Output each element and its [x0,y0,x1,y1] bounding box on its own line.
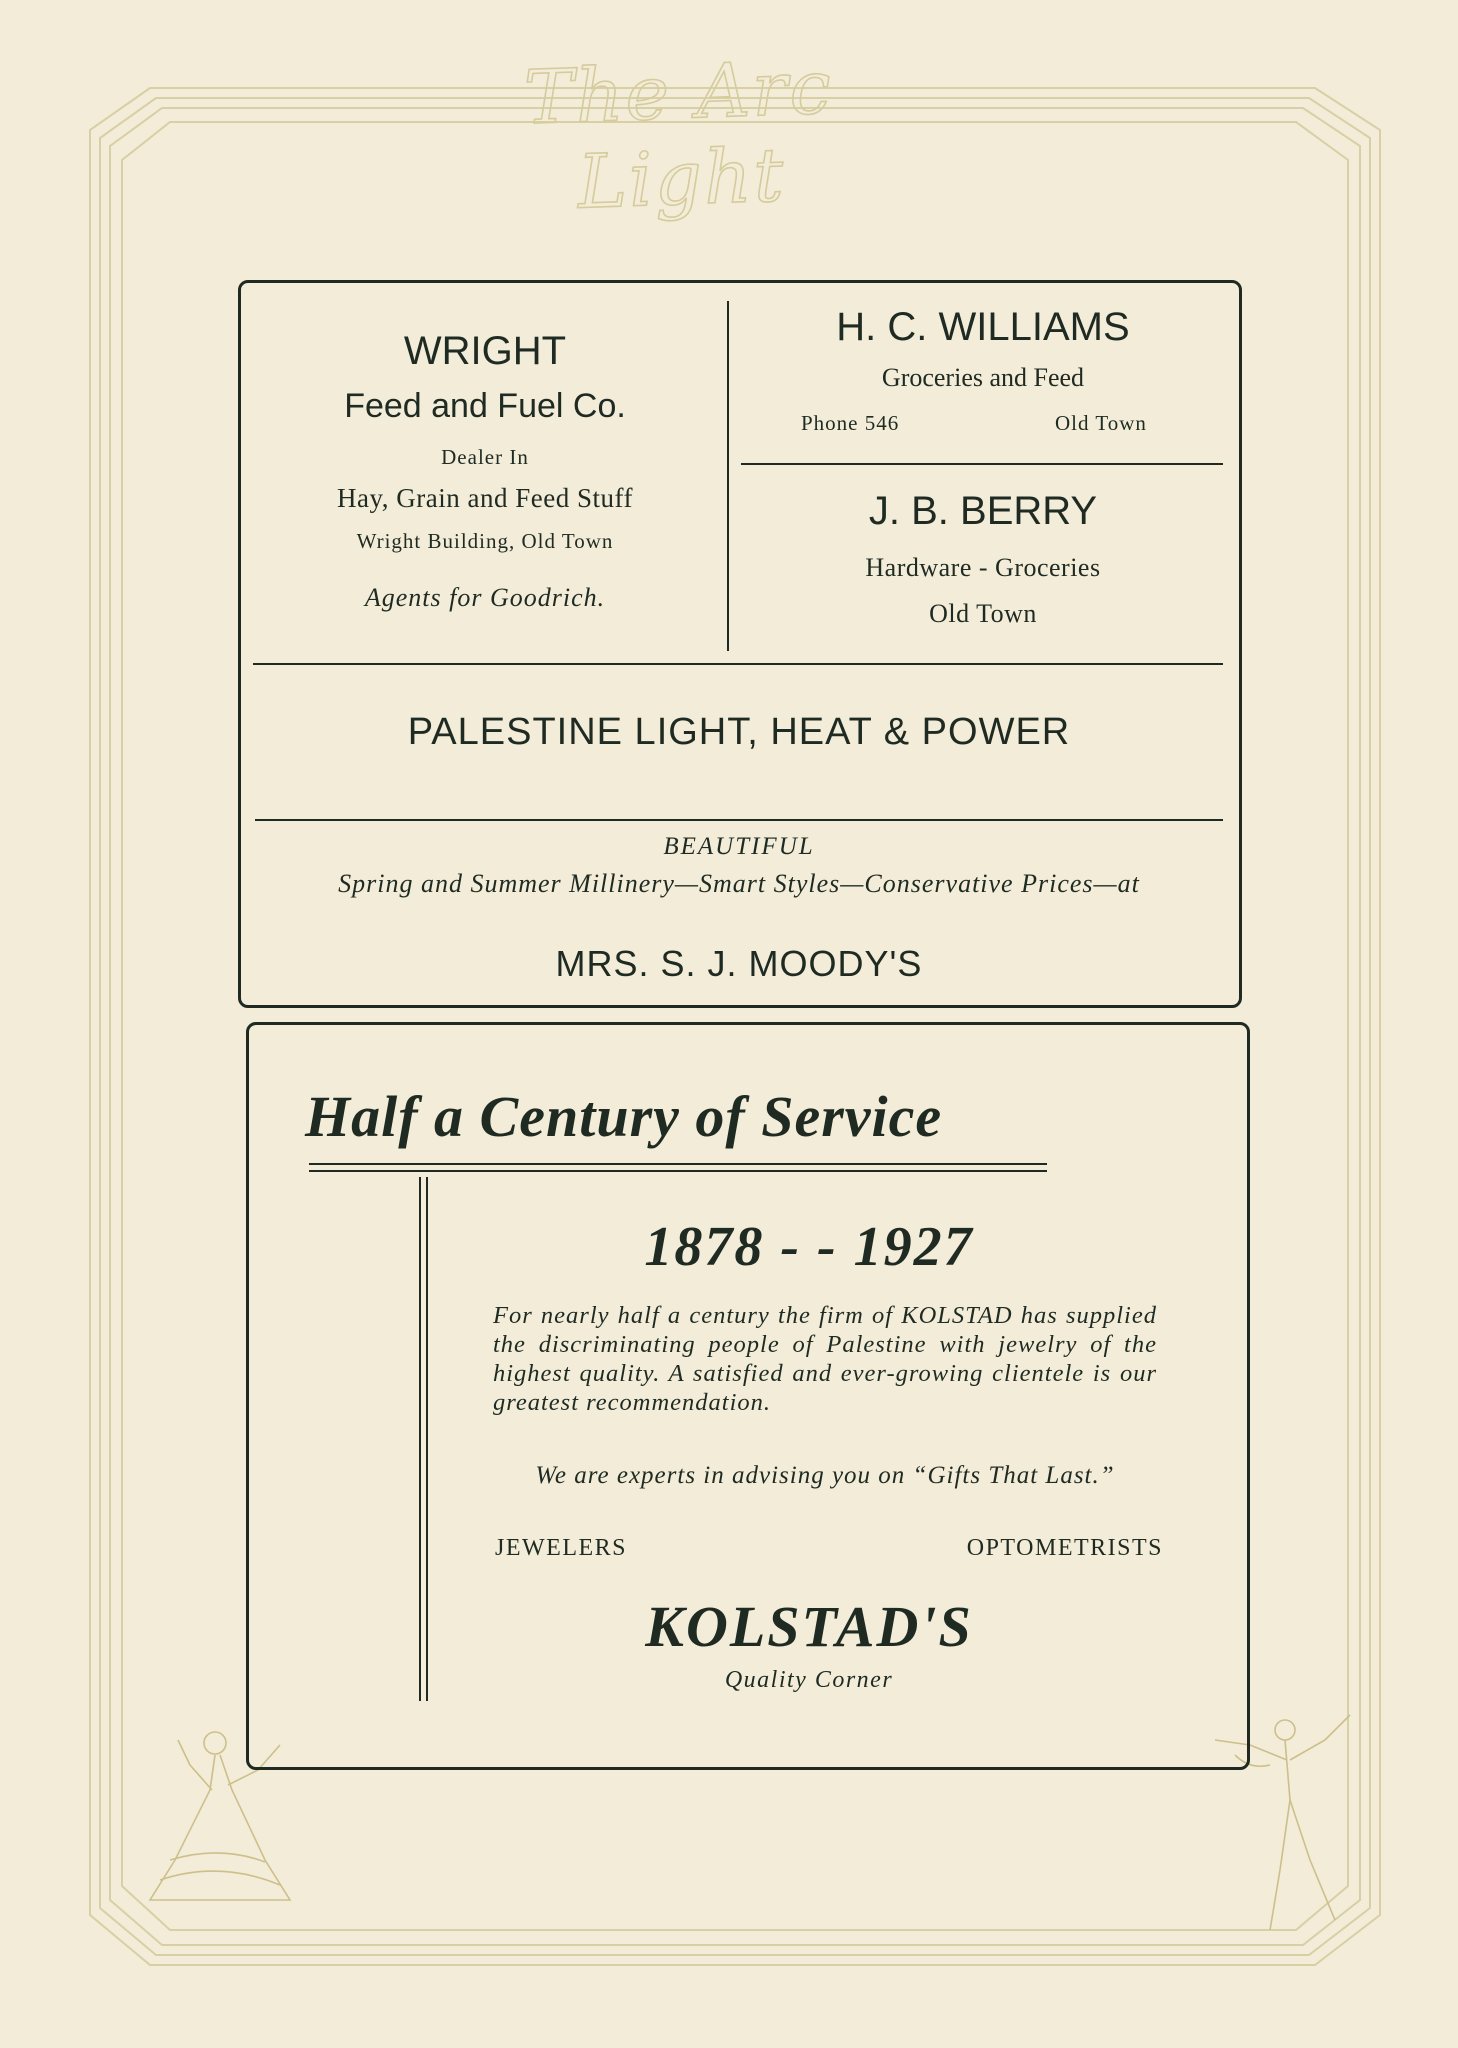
advertisement-box-kolstad [246,1022,1250,1770]
kolstad-years: 1878 - - 1927 [644,1216,974,1278]
williams-town: Old Town [1055,411,1147,435]
moody-name: MRS. S. J. MOODY'S [555,943,923,984]
kolstad-experts: We are experts in advising you on “Gifts That Last.” [535,1462,1115,1489]
wright-goods-line: Hay, Grain and Feed Stuff [337,483,633,513]
kolstad-name: KOLSTAD'S [645,1594,973,1659]
wright-subtitle: Feed and Fuel Co. [344,387,626,425]
wright-dealer-line: Dealer In [441,445,529,469]
headline-rule-2 [309,1170,1047,1172]
headline-rule-1 [309,1163,1047,1165]
kolstad-jewelers: JEWELERS [495,1535,627,1561]
berry-subtitle: Hardware - Groceries [865,553,1101,582]
kolstad-optometrists: OPTOMETRISTS [966,1535,1163,1561]
moody-beautiful: BEAUTIFUL [663,833,815,860]
williams-subtitle: Groceries and Feed [881,363,1085,392]
palestine-power-ad: PALESTINE LIGHT, HEAT & POWER [407,711,1071,753]
williams-berry-divider [741,463,1223,465]
moody-description: Spring and Summer Millinery—Smart Styles—Conservative Prices—at [338,869,1140,898]
berry-town: Old Town [929,599,1037,628]
advertisement-box-top [238,280,1242,1008]
kolstad-paragraph: For nearly half a century the firm of KOLSTAD has supplied the discriminating people of Palestine with jewelry of the highest quality. A satisfied and ever-growing clientele is our greatest recommendation. [493,1302,1157,1416]
wright-address-line: Wright Building, Old Town [356,529,614,553]
row-divider-1 [253,663,1223,665]
berry-title: J. B. BERRY [868,489,1098,533]
kolstad-headline: Half a Century of Service [305,1084,943,1149]
row-divider-2 [255,819,1223,821]
williams-phone: Phone 546 [801,411,900,435]
wright-title: WRIGHT [403,329,567,373]
kolstad-tagline: Quality Corner [724,1667,894,1693]
masthead-title: The Arc Light [522,44,835,226]
wright-agents-line: Agents for Goodrich. [364,583,606,612]
williams-title: H. C. WILLIAMS [836,305,1130,349]
